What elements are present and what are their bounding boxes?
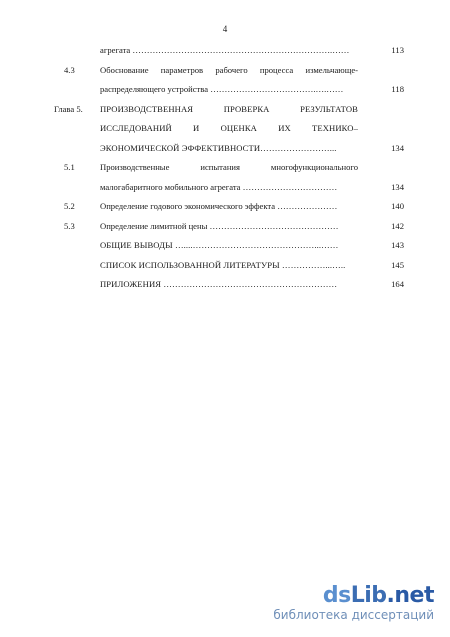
toc-entry-title: агрегата …………………………………………………………….……	[100, 45, 350, 55]
page-number: 4	[222, 24, 228, 34]
toc-entry-title: Обоснование параметров рабочего процесса измельчающе-	[100, 64, 358, 75]
toc-entry-title: распределяющего устройства ……………………………….….……	[100, 84, 344, 94]
toc-entry	[54, 139, 404, 159]
toc-entry-title: ИССЛЕДОВАНИЙ И ОЦЕНКА ИХ ТЕХНИКО–	[100, 123, 358, 133]
toc-entry-page: 164	[391, 279, 404, 289]
table-of-contents	[54, 41, 404, 295]
toc-entry	[54, 61, 404, 81]
toc-entry-page: 143	[391, 240, 404, 250]
toc-entry-title: малогабаритного мобильного агрегата ……………………………	[100, 181, 338, 192]
toc-entry-title: ЭКОНОМИЧЕСКОЙ ЭФФЕКТИВНОСТИ……………………...	[100, 142, 337, 153]
toc-entry-number: 4.3	[64, 64, 75, 75]
toc-entry	[54, 80, 404, 100]
toc-entry	[54, 236, 404, 256]
toc-entry-number: 5.1	[64, 162, 75, 172]
toc-entry	[54, 158, 404, 178]
toc-entry	[54, 197, 404, 217]
toc-entry	[54, 256, 404, 276]
watermark-subtitle: библиотека диссертаций	[273, 608, 434, 622]
toc-entry	[54, 178, 404, 198]
toc-entry	[54, 100, 404, 120]
toc-entry-title: Определение лимитной цены ………………………………………	[100, 220, 339, 231]
toc-entry	[54, 217, 404, 237]
toc-entry-title: ПРИЛОЖЕНИЯ ……………………………………………………	[100, 279, 338, 289]
toc-entry	[54, 41, 404, 61]
toc-entry-title: Производственные испытания многофункционального	[100, 162, 358, 172]
toc-entry	[54, 119, 404, 139]
watermark-logo	[273, 585, 434, 623]
toc-entry-title: Определение годового экономического эффекта …………………	[100, 201, 338, 211]
toc-entry-page: 134	[391, 181, 404, 192]
toc-entry-number: Глава 5.	[54, 103, 83, 114]
toc-entry-page: 113	[391, 45, 404, 55]
toc-entry-number: 5.3	[64, 220, 75, 231]
toc-entry-page: 134	[391, 142, 404, 153]
toc-entry-page: 140	[391, 201, 404, 211]
dslib-logo: dsLib.net	[322, 583, 434, 608]
toc-entry-title: ОБЩИЕ ВЫВОДЫ …....……………………………………...……	[100, 240, 339, 250]
toc-entry-title: ПРОИЗВОДСТВЕННАЯ ПРОВЕРКА РЕЗУЛЬТАТОВ	[100, 103, 358, 114]
toc-entry-title: СПИСОК ИСПОЛЬЗОВАННОЙ ЛИТЕРАТУРЫ ……………...…..	[100, 259, 346, 270]
toc-entry-page: 142	[391, 220, 404, 231]
toc-entry-page: 145	[391, 259, 404, 270]
toc-entry-number: 5.2	[64, 201, 75, 211]
toc-entry	[54, 275, 404, 295]
toc-entry-page: 118	[391, 84, 404, 94]
